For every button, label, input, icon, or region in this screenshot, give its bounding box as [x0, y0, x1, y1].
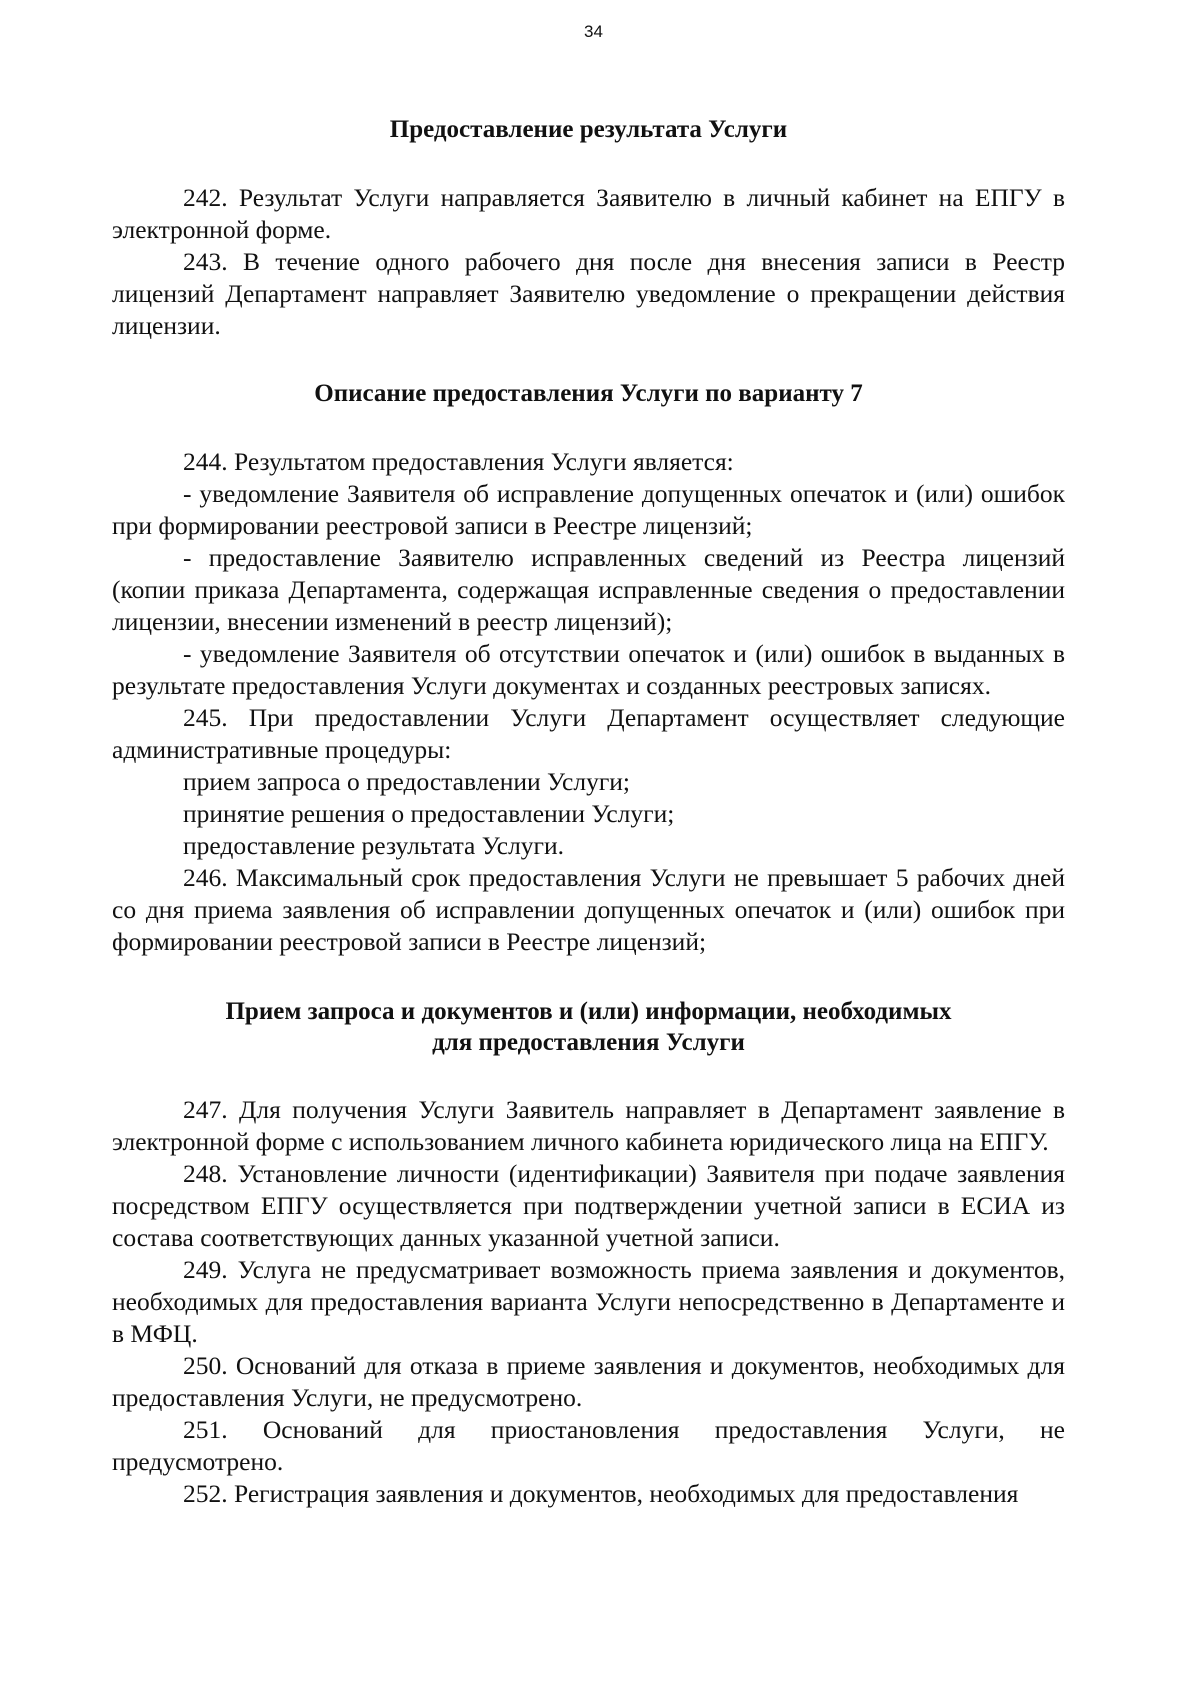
paragraph-250: 250. Оснований для отказа в приеме заявления и документов, необходимых для предоставления Услуги, не предусмотрено. [112, 1351, 1065, 1412]
heading-line: Прием запроса и документов и (или) информации, необходимых [225, 998, 952, 1025]
paragraph-243: 243. В течение одного рабочего дня после дня внесения записи в Реестр лицензий Департамент направляет Заявителю уведомление о прекращении действия лицензии. [112, 247, 1065, 340]
section-heading-request-intake [112, 996, 1065, 1058]
section-heading-variant-7 [112, 378, 1065, 410]
page-number: 34 [584, 22, 603, 41]
paragraph-249: 249. Услуга не предусматривает возможность приема заявления и документов, необходимых для предоставления варианта Услуги непосредственно в Департаменте и в МФЦ. [112, 1255, 1065, 1348]
heading-line: Предоставление результата Услуги [389, 116, 788, 143]
paragraph-245: 245. При предоставлении Услуги Департамент осуществляет следующие административные процедуры: [112, 703, 1065, 764]
list-item-notification-no-errors: - уведомление Заявителя об отсутствии опечаток и (или) ошибок в выданных в результате предоставления Услуги документах и созданных реестровых записях. [112, 639, 1065, 700]
list-item-notification-correction: - уведомление Заявителя об исправление допущенных опечаток и (или) ошибок при формировании реестровой записи в Реестре лицензий; [112, 479, 1065, 540]
paragraph-247: 247. Для получения Услуги Заявитель направляет в Департамент заявление в электронной форме с использованием личного кабинета юридического лица на ЕПГУ. [112, 1095, 1065, 1156]
paragraph-242: 242. Результат Услуги направляется Заявителю в личный кабинет на ЕПГУ в электронной форме. [112, 183, 1065, 244]
paragraph-252: 252. Регистрация заявления и документов, необходимых для предоставления [183, 1479, 1019, 1508]
paragraph-246: 246. Максимальный срок предоставления Услуги не превышает 5 рабочих дней со дня приема заявления об исправлении допущенных опечаток и (или) ошибок при формировании реестровой записи в Реестре лицензий; [112, 863, 1065, 956]
list-item-corrected-data: - предоставление Заявителю исправленных сведений из Реестра лицензий (копии приказа Департамента, содержащая исправленные сведения о предоставлении лицензии, внесении изменений в реестр лицензий); [112, 543, 1065, 636]
procedure-item-result: предоставление результата Услуги. [183, 831, 565, 860]
section-heading-result-delivery [112, 114, 1065, 146]
heading-line: Описание предоставления Услуги по варианту 7 [314, 380, 863, 407]
procedure-item-request: прием запроса о предоставлении Услуги; [183, 767, 631, 796]
heading-line: для предоставления Услуги [432, 1029, 745, 1056]
paragraph-244: 244. Результатом предоставления Услуги является: [183, 447, 734, 476]
procedure-item-decision: принятие решения о предоставлении Услуги; [183, 799, 675, 828]
paragraph-251: 251. Оснований для приостановления предоставления Услуги, не предусмотрено. [112, 1415, 1065, 1476]
paragraph-248: 248. Установление личности (идентификации) Заявителя при подаче заявления посредством ЕПГУ осуществляется при подтверждении учетной записи в ЕСИА из состава соответствующих данных указанной учетной записи. [112, 1159, 1065, 1252]
